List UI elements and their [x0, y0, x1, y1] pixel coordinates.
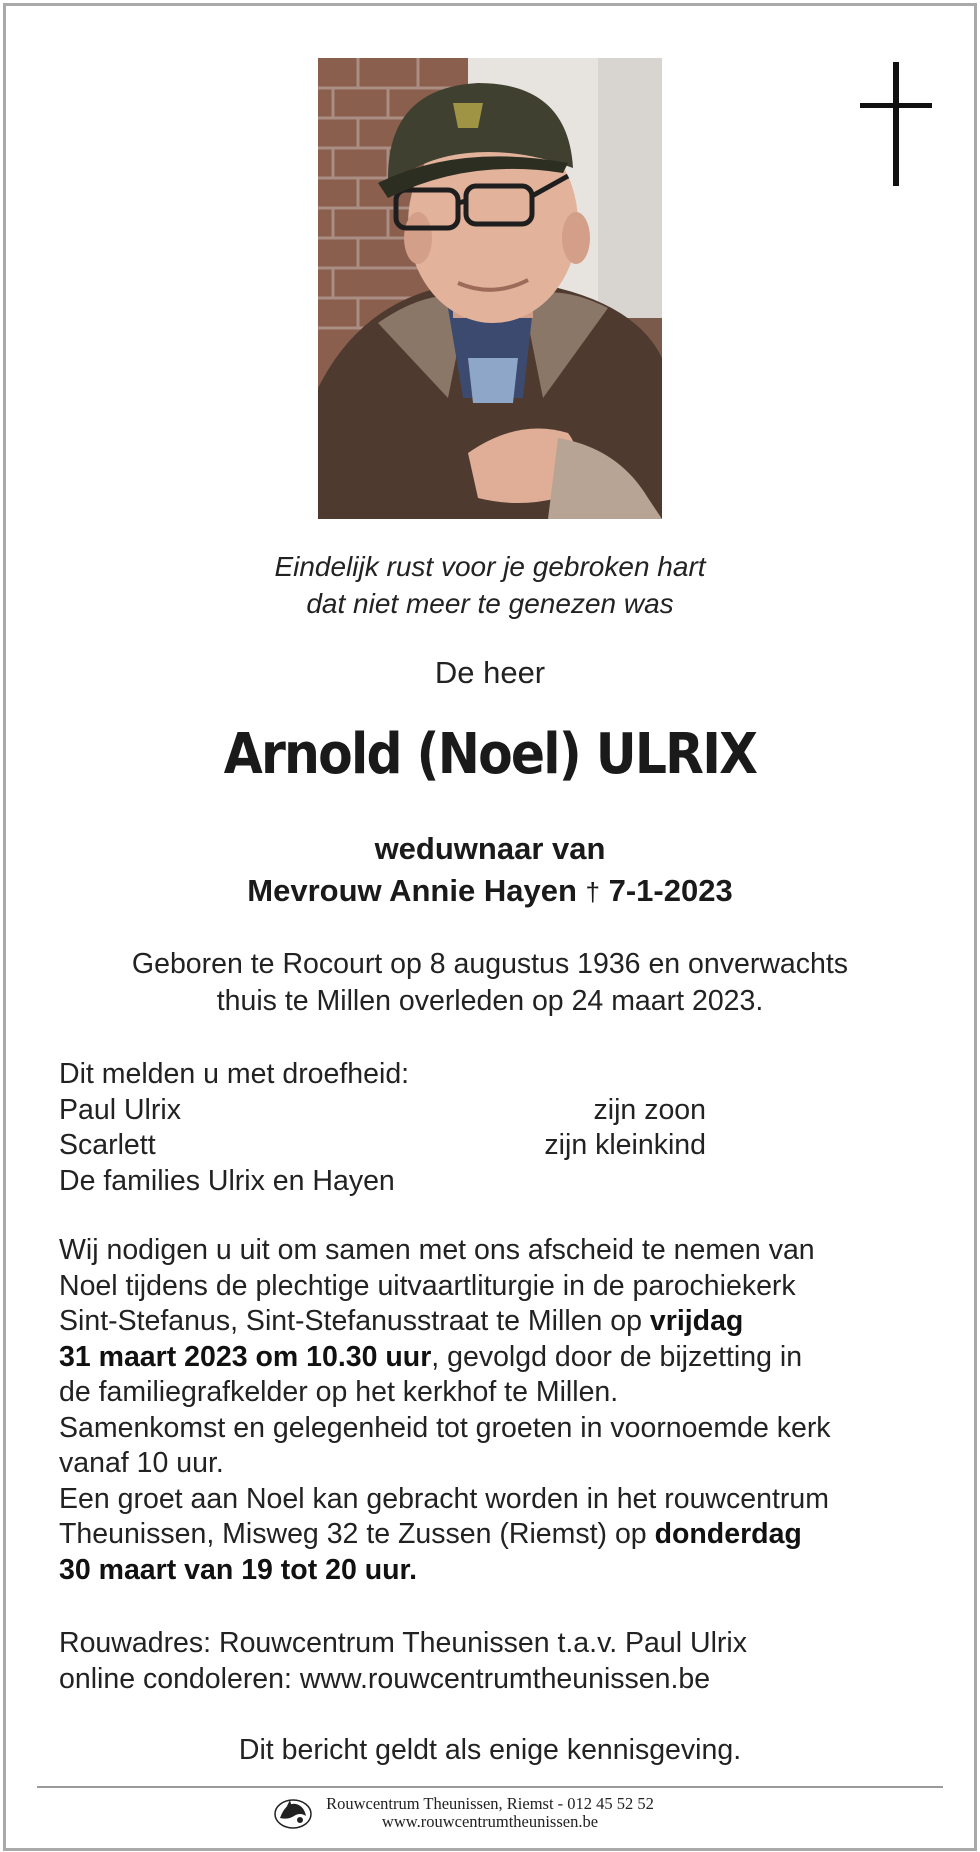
family-member-name: Paul Ulrix [59, 1093, 181, 1126]
poem-line: Eindelijk rust voor je gebroken hart [274, 551, 706, 582]
funeral-day: vrijdag [649, 1305, 744, 1337]
widower-label: weduwnaar van [374, 831, 606, 866]
visitation-day: donderdag [654, 1518, 802, 1550]
spouse-death-date: 7-1-2023 [608, 873, 733, 908]
spouse-line [0, 870, 980, 913]
family-member-relation: zijn kleinkind [544, 1129, 706, 1161]
family-member [59, 1128, 706, 1164]
notice-statement: Dit bericht geldt als enige kennisgeving. [238, 1734, 742, 1766]
portrait-photo [318, 58, 662, 519]
invitation-text: , gevolgd door de bijzetting in [431, 1340, 803, 1373]
family-intro: Dit melden u met droefheid: [59, 1058, 410, 1090]
invitation-line: de familiegrafkelder op het kerkhof te Millen. [59, 1376, 619, 1408]
invitation-line: Noel tijdens de plechtige uitvaartliturgie in de parochiekerk [59, 1269, 796, 1302]
invitation-line: vanaf 10 uur. [59, 1447, 224, 1479]
funeral-home-footer [0, 1795, 980, 1831]
family-member [59, 1164, 659, 1200]
condolence-address [59, 1626, 929, 1697]
widower-statement [0, 828, 980, 913]
invitation-line: Wij nodigen u uit om samen met ons afscheid te nemen van [59, 1234, 815, 1266]
family-member-relation: zijn zoon [593, 1093, 706, 1126]
family-member-name: Scarlett [59, 1129, 156, 1161]
birth-death-statement [0, 946, 980, 1020]
invitation-line [59, 1340, 929, 1376]
invitation-line: Samenkomst en gelegenheid tot groeten in voornoemde kerk [59, 1411, 831, 1444]
memorial-poem [0, 548, 980, 622]
death-line: thuis te Millen overleden op 24 maart 2023. [216, 985, 764, 1017]
invitation-text: Sint-Stefanus, Sint-Stefanusstraat te Millen op [59, 1305, 650, 1337]
funeral-datetime: 31 maart 2023 om 10.30 uur [59, 1340, 432, 1373]
footer-divider [37, 1786, 943, 1788]
birth-line: Geboren te Rocourt op 8 augustus 1936 en onverwachts [131, 948, 849, 980]
visitation-datetime: 30 maart van 19 tot 20 uur. [59, 1553, 417, 1586]
cross-icon [860, 62, 932, 186]
invitation-line: Een groet aan Noel kan gebracht worden in het rouwcentrum [59, 1482, 829, 1515]
invitation-line [59, 1553, 929, 1589]
family-announcement [59, 1057, 706, 1199]
family-member [59, 1093, 706, 1129]
online-condolence-link[interactable]: online condoleren: www.rouwcentrumtheunissen.be [59, 1662, 711, 1695]
invitation-line [59, 1517, 929, 1553]
deceased-name: Arnold (Noel) ULRIX [223, 722, 757, 787]
funeral-home-contact: Rouwcentrum Theunissen, Riemst - 012 45 52 52 [326, 1794, 654, 1813]
funeral-invitation [59, 1233, 929, 1588]
invitation-text: Theunissen, Misweg 32 te Zussen (Riemst) op [59, 1518, 655, 1550]
funeral-home-website[interactable]: www.rouwcentrumtheunissen.be [381, 1812, 599, 1831]
family-member-name: De families Ulrix en Hayen [59, 1164, 395, 1197]
dagger-icon: † [585, 877, 600, 907]
poem-line: dat niet meer te genezen was [306, 588, 674, 619]
invitation-line [59, 1304, 929, 1340]
mourning-address: Rouwadres: Rouwcentrum Theunissen t.a.v. Paul Ulrix [59, 1627, 747, 1659]
spouse-name: Mevrouw Annie Hayen [247, 873, 577, 908]
salutation: De heer [434, 655, 546, 690]
